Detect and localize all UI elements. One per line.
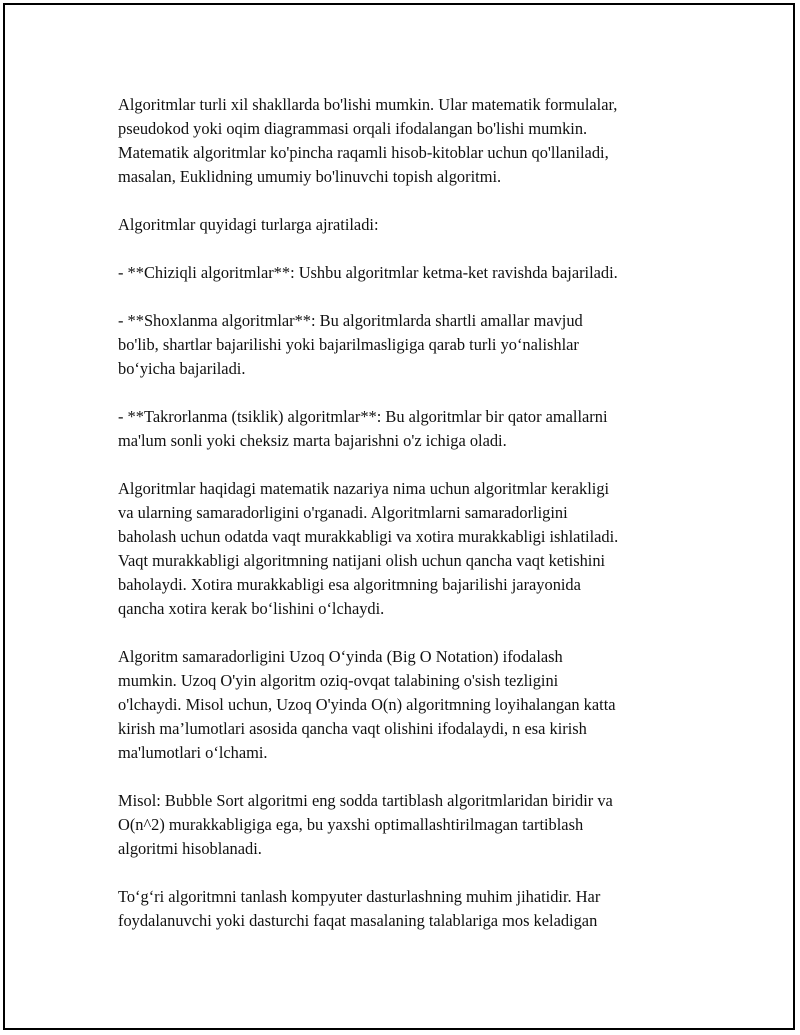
text-line: pseudokod yoki oqim diagrammasi orqali ifodalangan bo'lishi mumkin. bbox=[118, 119, 588, 138]
text-line: Matematik algoritmlar ko'pincha raqamli hisob-kitoblar uchun qo'llaniladi, bbox=[118, 143, 609, 162]
paragraph-intro bbox=[118, 93, 690, 189]
text-line: va ularning samaradorligini o'rganadi. Algoritmlarni samaradorligini bbox=[118, 503, 568, 522]
text-line: bo‘yicha bajariladi. bbox=[118, 359, 246, 378]
text-line: - **Takrorlanma (tsiklik) algoritmlar**: Bu algoritmlar bir qator amallarni bbox=[118, 407, 608, 426]
text-line: - **Chiziqli algoritmlar**: Ushbu algoritmlar ketma-ket ravishda bajariladi. bbox=[118, 263, 618, 282]
text-line: algoritmi hisoblanadi. bbox=[118, 839, 262, 858]
paragraph-linear bbox=[118, 261, 690, 285]
text-line: Misol: Bubble Sort algoritmi eng sodda tartiblash algoritmlaridan biridir va bbox=[118, 791, 613, 810]
text-line: O(n^2) murakkabligiga ega, bu yaxshi optimallashtirilmagan tartiblash bbox=[118, 815, 584, 834]
text-line: Algoritmlar quyidagi turlarga ajratiladi: bbox=[118, 215, 379, 234]
text-line: Algoritmlar haqidagi matematik nazariya nima uchun algoritmlar kerakligi bbox=[118, 479, 610, 498]
paragraph-choosing bbox=[118, 885, 690, 933]
text-line: masalan, Euklidning umumiy bo'linuvchi topish algoritmi. bbox=[118, 167, 502, 186]
text-line: - **Shoxlanma algoritmlar**: Bu algoritmlarda shartli amallar mavjud bbox=[118, 311, 583, 330]
document-body bbox=[118, 93, 690, 957]
text-line: baholash uchun odatda vaqt murakkabligi va xotira murakkabligi ishlatiladi. bbox=[118, 527, 619, 546]
paragraph-branching bbox=[118, 309, 690, 381]
paragraph-theory bbox=[118, 477, 690, 621]
text-line: Vaqt murakkabligi algoritmning natijani olish uchun qancha vaqt ketishini bbox=[118, 551, 606, 570]
text-line: ma'lumotlari o‘lchami. bbox=[118, 743, 268, 762]
text-line: mumkin. Uzoq O'yin algoritm oziq-ovqat talabining o'sish tezligini bbox=[118, 671, 559, 690]
text-line: o'lchaydi. Misol uchun, Uzoq O'yinda O(n) algoritmning loyihalangan katta bbox=[118, 695, 616, 714]
paragraph-example bbox=[118, 789, 690, 861]
text-line: foydalanuvchi yoki dasturchi faqat masalaning talablariga mos keladigan bbox=[118, 911, 598, 930]
text-line: bo'lib, shartlar bajarilishi yoki bajarilmasligiga qarab turli yo‘nalishlar bbox=[118, 335, 579, 354]
text-line: Algoritmlar turli xil shakllarda bo'lishi mumkin. Ular matematik formulalar, bbox=[118, 95, 618, 114]
text-line: qancha xotira kerak bo‘lishini o‘lchaydi. bbox=[118, 599, 385, 618]
text-line: ma'lum sonli yoki cheksiz marta bajarishni o'z ichiga oladi. bbox=[118, 431, 507, 450]
text-line: kirish ma’lumotlari asosida qancha vaqt olishini ifodalaydi, n esa kirish bbox=[118, 719, 587, 738]
text-line: Algoritm samaradorligini Uzoq O‘yinda (Big O Notation) ifodalash bbox=[118, 647, 563, 666]
paragraph-big-o bbox=[118, 645, 690, 765]
text-line: To‘g‘ri algoritmni tanlash kompyuter dasturlashning muhim jihatidir. Har bbox=[118, 887, 601, 906]
paragraph-cyclic bbox=[118, 405, 690, 453]
text-line: baholaydi. Xotira murakkabligi esa algoritmning bajarilishi jarayonida bbox=[118, 575, 581, 594]
paragraph-types-heading bbox=[118, 213, 690, 237]
